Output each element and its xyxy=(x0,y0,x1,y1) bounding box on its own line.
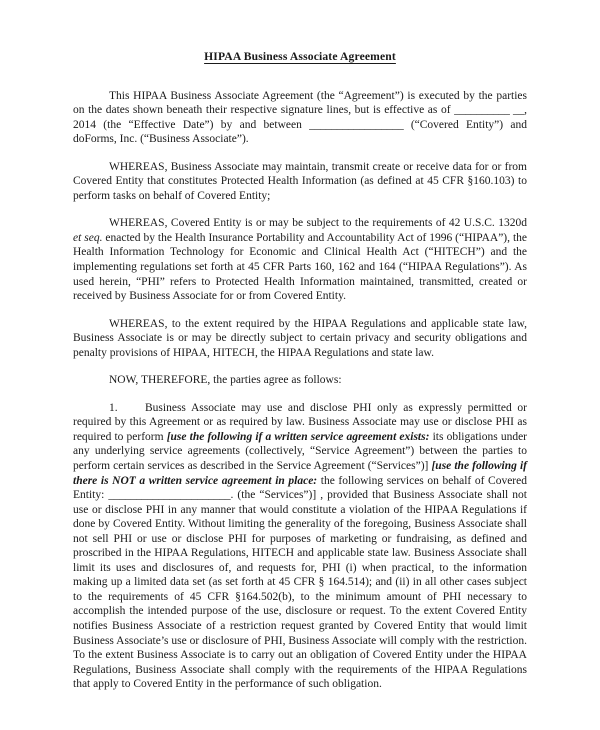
instruction-text: [use the following if a written service agreement exists: xyxy=(166,430,430,443)
text-run: . (the “Services”)] , provided that Business Associate shall not use or disclose PHI in any manner that would constitute a violation of the HIPAA Regulations if done by Covered Entity. Without limiting the generality of the foregoing, Business Associate shall not sell PHI or use or disclose PHI for purposes of marketing or fundraising, as defined and proscribed in the HIPAA Regulations, HITECH and applicable state law. Business Associate shall limit its uses and disclosures of, and requests for, PHI (i) when practical, to the information making up a limited data set (as set forth at 45 CFR § 164.514); and (ii) in all other cases subject to the requirements of 45 CFR §164.502(b), to the minimum amount of PHI necessary to accomplish the intended purpose of the use, disclosure or request. To the extent Covered Entity notifies Business Associate of a restriction request granted by Covered Entity that would limit Business Associate’s use or disclosure of PHI, Business Associate will comply with the restriction. To the extent Business Associate is to carry out an obligation of Covered Entity under the HIPAA Regulations, Business Associate shall comply with the requirements of the HIPAA Regulations that apply to Covered Entity in the performance of such obligation. xyxy=(73,489,527,691)
text-run: NOW, THEREFORE, the parties agree as follows: xyxy=(109,374,342,387)
page-title xyxy=(73,50,527,65)
text-run: WHEREAS, to the extent required by the HIPAA Regulations and applicable state law, Business Associate is or may be directly subject to certain privacy and security obligations and penalty provisions of HIPAA, HITECH, the HIPAA Regulations and state law. xyxy=(73,317,527,359)
fill-in-blank-field: __________ __ xyxy=(454,104,525,117)
text-run: WHEREAS, Business Associate may maintain, transmit create or receive data for or from Covered Entity that constitutes Protected Health Information (as defined at 45 CFR §160.103) to perform tasks on behalf of Covered Entity; xyxy=(73,160,527,202)
italic-text: et seq. xyxy=(73,231,103,244)
paragraph-container xyxy=(73,89,527,692)
text-run: enacted by the Health Insurance Portability and Accountability Act of 1996 (“HIPAA”), the Health Information Technology for Economic and Clinical Health Act (“HITECH”) and the implementing regulations set forth at 45 CFR Parts 160, 162 and 164 (“HIPAA Regulations”). As used herein, “PHI” refers to Protected Health Information maintained, transmitted, created or received by Business Associate for or from Covered Entity. xyxy=(73,231,527,303)
text-run: This HIPAA Business Associate Agreement (the “Agreement”) is executed by the parties on the dates shown beneath their respective signature lines, but is effective as of xyxy=(73,89,527,117)
document-body xyxy=(73,50,527,692)
page-title-text: HIPAA Business Associate Agreement xyxy=(204,50,396,63)
text-run: its obligations under any underlying service agreements (collectively, “Service Agreement”) between the parties to perform certain services as described in the Service Agreement (“Services”)] xyxy=(73,430,527,472)
instruction-text: [use the following if there is NOT a written service agreement in place: xyxy=(73,459,527,487)
paragraph xyxy=(73,216,527,303)
numbered-paragraph xyxy=(73,401,527,692)
paragraph xyxy=(73,89,527,147)
paragraph-number: 1. xyxy=(109,401,118,414)
text-run: WHEREAS, Covered Entity is or may be subject to the requirements of 42 U.S.C. 1320d xyxy=(109,217,527,230)
fill-in-blank-field: _________________ xyxy=(309,118,404,131)
text-run: Business Associate may use and disclose PHI only as expressly permitted or required by this Agreement or as required by law. Business Associate may use or disclose PHI as required to perform xyxy=(73,401,527,443)
text-run: the following services on behalf of Covered Entity: xyxy=(73,474,527,502)
paragraph xyxy=(73,373,527,388)
paragraph xyxy=(73,317,527,361)
text-run: (“Covered Entity”) and doForms, Inc. (“Business Associate”). xyxy=(73,118,527,146)
fill-in-blank-field: ______________________ xyxy=(108,489,231,502)
paragraph xyxy=(73,160,527,204)
text-run: , 2014 (the “Effective Date”) by and between xyxy=(73,104,528,131)
